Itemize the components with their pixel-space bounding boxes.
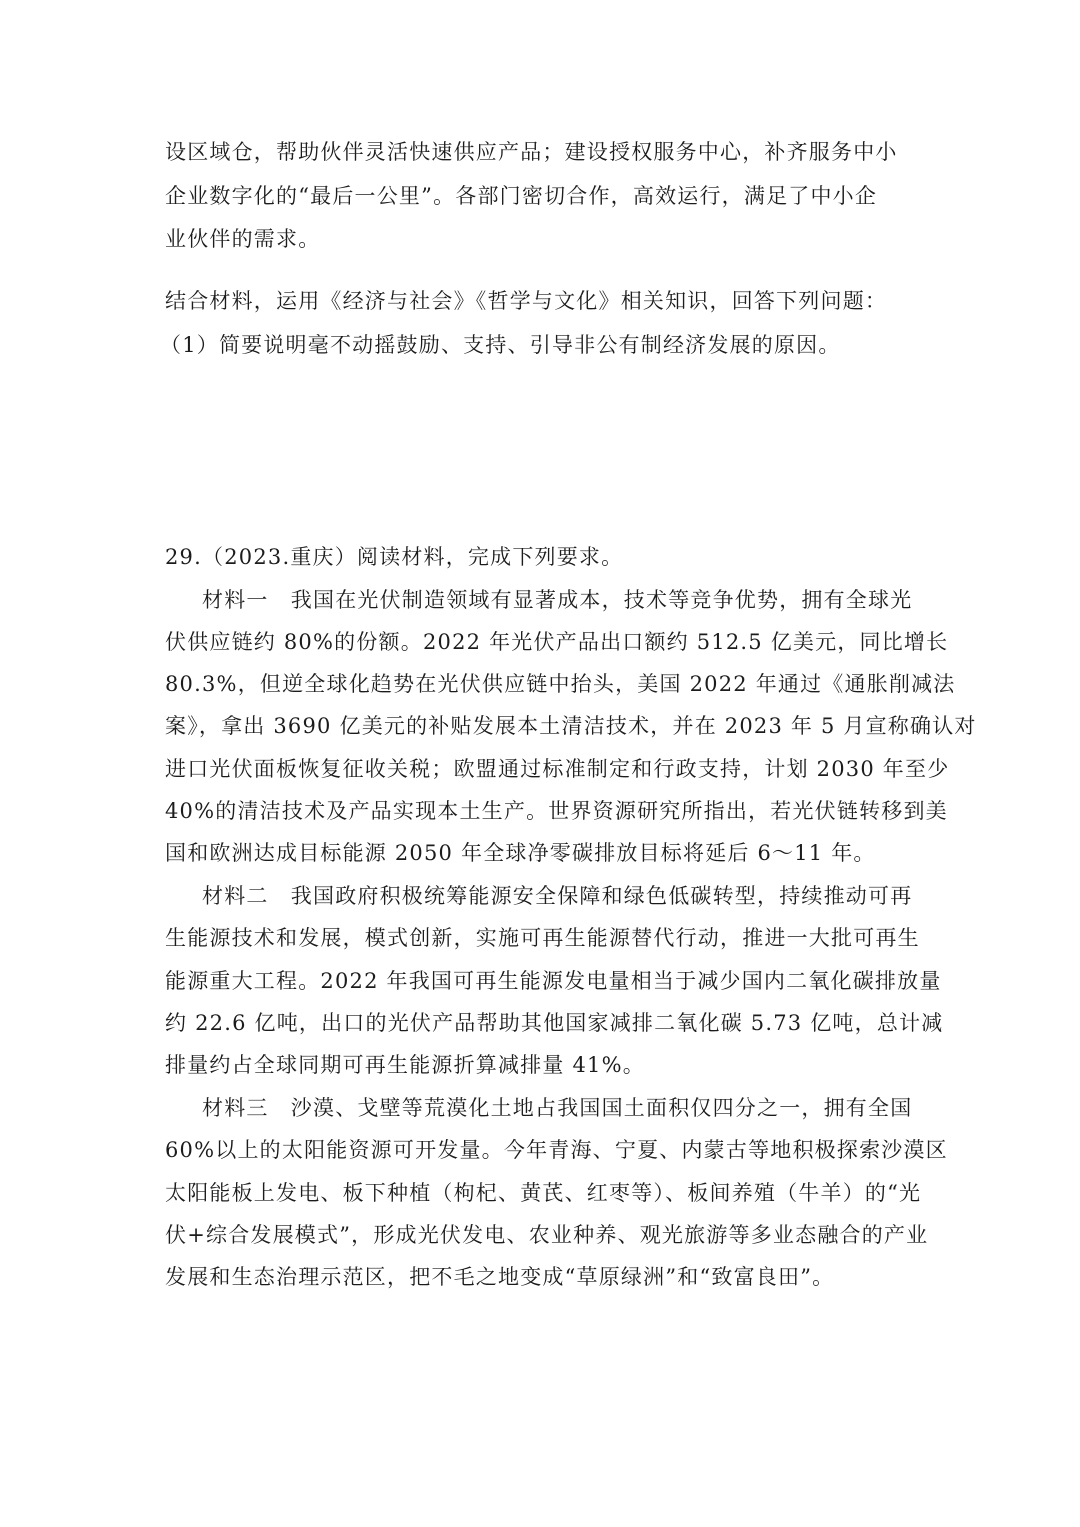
material-1-line-5: 进口光伏面板恢复征收关税；欧盟通过标准制定和行政支持，计划 2030 年至少 [165, 757, 950, 781]
intro-line-2: 企业数字化的“最后一公里”。各部门密切合作，高效运行，满足了中小企 [165, 184, 878, 208]
material-2-line-2: 生能源技术和发展，模式创新，实施可再生能源替代行动，推进一大批可再生 [165, 926, 920, 950]
material-1-line-6: 40%的清洁技术及产品实现本土生产。世界资源研究所指出，若光伏链转移到美 [165, 799, 948, 823]
material-1-line-4: 案》，拿出 3690 亿美元的补贴发展本土清洁技术，并在 2023 年 5 月宣称确认对 [165, 714, 977, 738]
material-2-line-4: 约 22.6 亿吨，出口的光伏产品帮助其他国家减排二氧化碳 5.73 亿吨，总计减 [165, 1011, 944, 1035]
material-1-line-3: 80.3%，但逆全球化趋势在光伏供应链中抬头，美国 2022 年通过《通胀削减法 [165, 672, 956, 696]
question-1: （1）简要说明毫不动摇鼓励、支持、引导非公有制经济发展的原因。 [160, 333, 841, 357]
question-prompt: 结合材料，运用《经济与社会》《哲学与文化》相关知识，回答下列问题： [165, 289, 888, 313]
material-1-line-7: 国和欧洲达成目标能源 2050 年全球净零碳排放目标将延后 6～11 年。 [165, 841, 876, 865]
material-3-line-1: 材料三 沙漠、戈壁等荒漠化土地占我国国土面积仅四分之一，拥有全国 [202, 1096, 913, 1120]
q29-header: 29.（2023.重庆）阅读材料，完成下列要求。 [165, 545, 624, 569]
material-3-line-2: 60%以上的太阳能资源可开发量。今年青海、宁夏、内蒙古等地积极探索沙漠区 [165, 1138, 948, 1162]
material-3-line-4: 伏+综合发展模式”，形成光伏发电、农业种养、观光旅游等多业态融合的产业 [165, 1223, 929, 1247]
material-3-line-5: 发展和生态治理示范区，把不毛之地变成“草原绿洲”和“致富良田”。 [165, 1265, 835, 1289]
material-2-line-3: 能源重大工程。2022 年我国可再生能源发电量相当于减少国内二氧化碳排放量 [165, 969, 942, 993]
material-1-line-2: 伏供应链约 80%的份额。2022 年光伏产品出口额约 512.5 亿美元，同比增长 [165, 630, 949, 654]
intro-line-1: 设区域仓，帮助伙伴灵活快速供应产品；建设授权服务中心，补齐服务中小 [165, 140, 898, 164]
material-1-line-1: 材料一 我国在光伏制造领域有显著成本，技术等竞争优势，拥有全球光 [202, 588, 913, 612]
material-2-line-1: 材料二 我国政府积极统筹能源安全保障和绿色低碳转型，持续推动可再 [202, 884, 913, 908]
intro-line-3: 业伙伴的需求。 [165, 227, 321, 251]
material-2-line-5: 排量约占全球同期可再生能源折算减排量 41%。 [165, 1053, 645, 1077]
material-3-line-3: 太阳能板上发电、板下种植（枸杞、黄芪、红枣等）、板间养殖（牛羊）的“光 [165, 1181, 922, 1205]
